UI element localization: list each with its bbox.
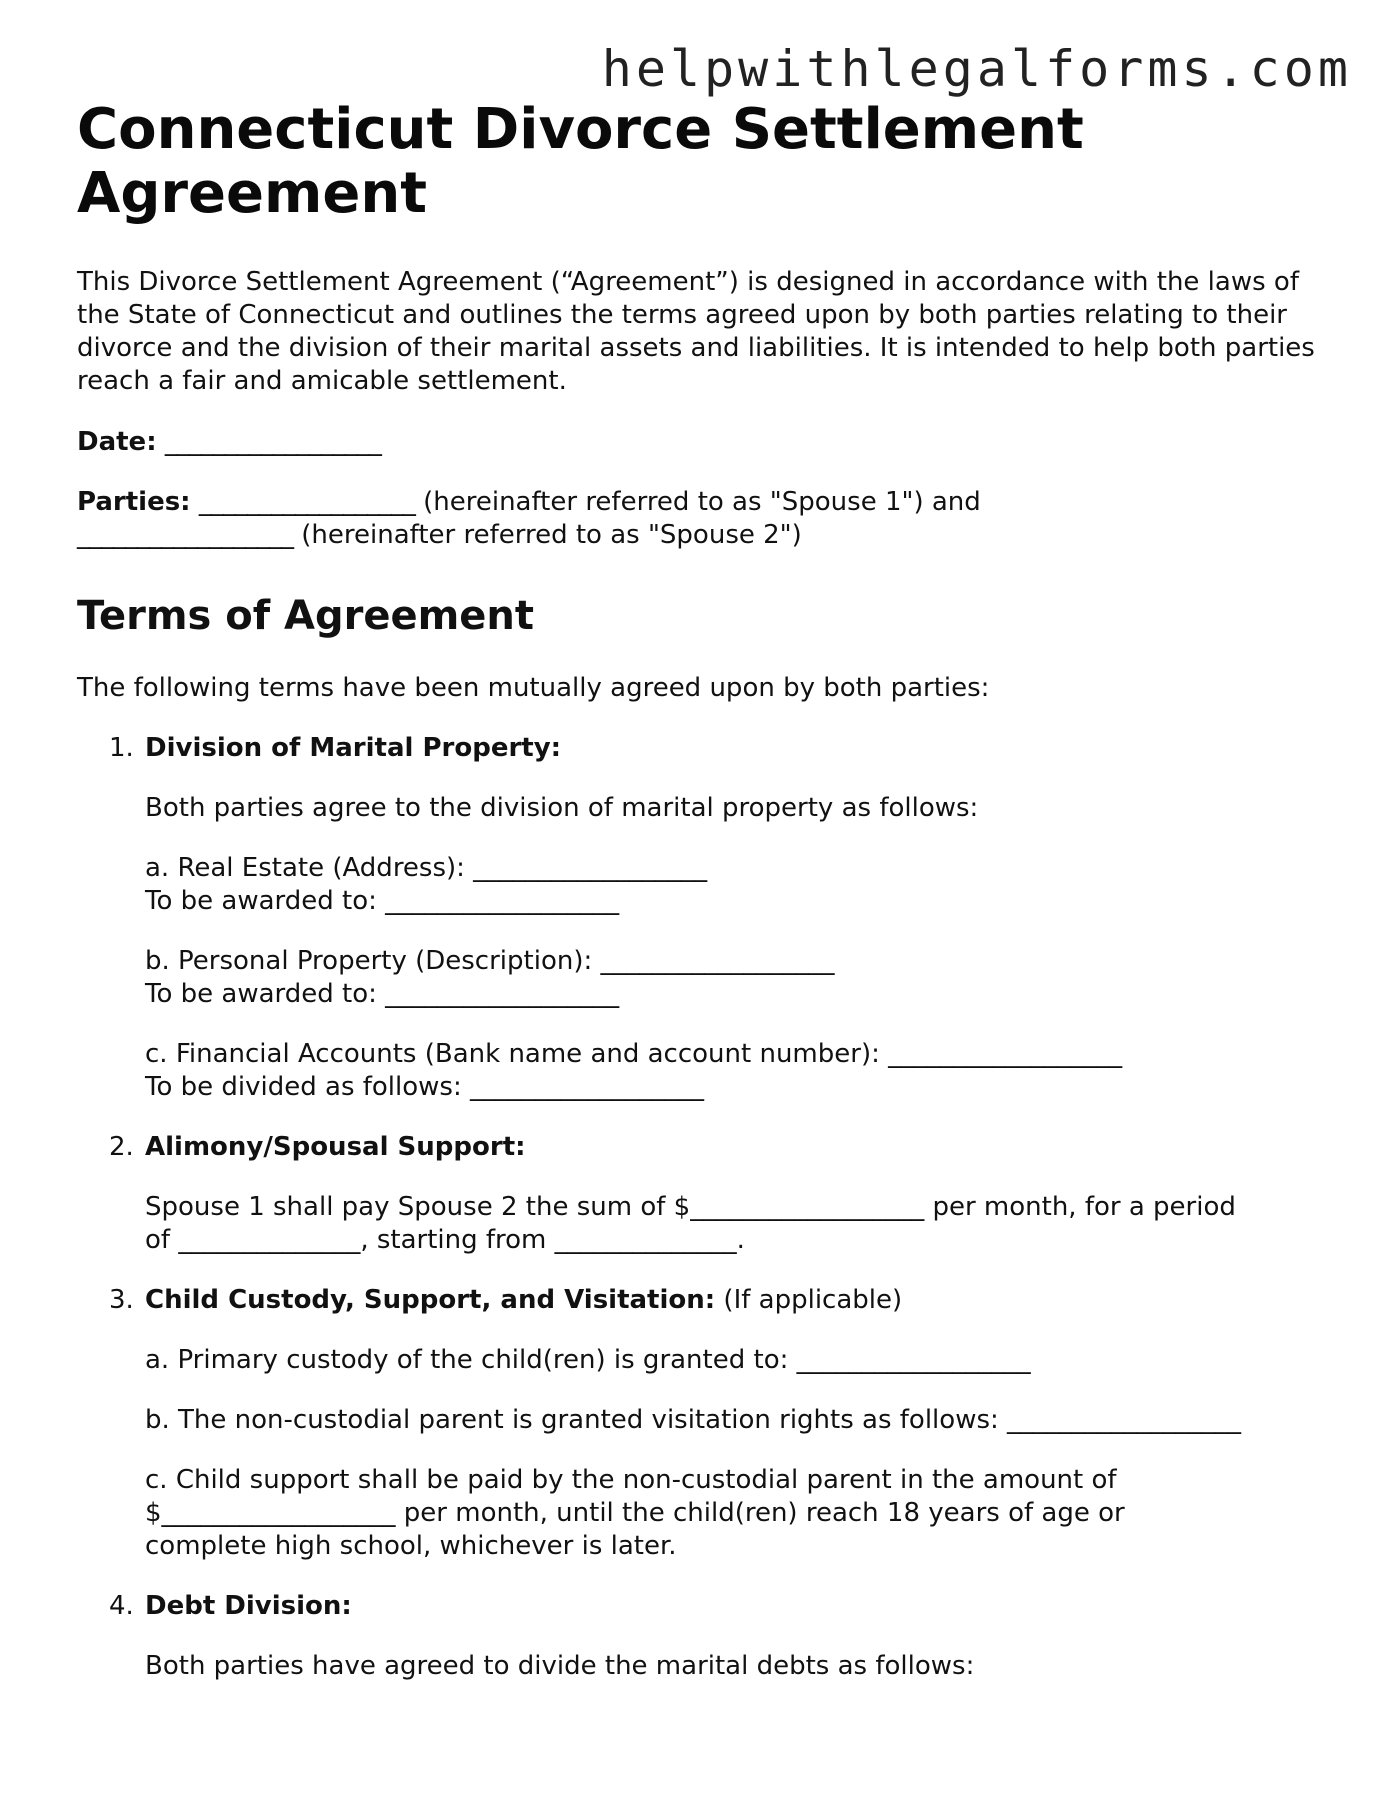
financial-accounts-division-line: To be divided as follows: __________________ <box>145 1072 704 1102</box>
term-intro: Both parties agree to the division of marital property as follows: <box>145 793 979 823</box>
spouse1-blank: __________________ <box>198 487 415 517</box>
financial-accounts-line: c. Financial Accounts (Bank name and account number): __________________ <box>145 1039 1123 1069</box>
term-title-line <box>145 1284 1317 1317</box>
term-title: Child Custody, Support, and Visitation: <box>145 1285 716 1315</box>
personal-property-award-line: To be awarded to: __________________ <box>145 979 620 1009</box>
term-title: Division of Marital Property: <box>145 733 562 763</box>
real-estate-award-line: To be awarded to: __________________ <box>145 886 620 916</box>
parties-line-1 <box>77 486 1317 519</box>
date-label: Date: <box>77 427 157 457</box>
term-number: 1. <box>109 733 134 763</box>
spouse1-text: (hereinafter referred to as "Spouse 1") and <box>414 487 981 517</box>
child-support-line-3: complete high school, whichever is later. <box>145 1531 677 1561</box>
term-item-alimony <box>77 1131 1317 1257</box>
term-title-suffix: (If applicable) <box>715 1285 903 1315</box>
term-title: Debt Division: <box>145 1591 352 1621</box>
watermark: helpwithlegalforms.com <box>601 40 1352 98</box>
child-support-line-1: c. Child support shall be paid by the non-custodial parent in the amount of <box>145 1465 1117 1495</box>
child-support-block <box>145 1464 1317 1563</box>
real-estate-line: a. Real Estate (Address): __________________ <box>145 853 708 883</box>
term-item-debt <box>77 1590 1317 1683</box>
intro-paragraph: This Divorce Settlement Agreement (“Agreement”) is designed in accordance with the laws of the State of Connecticut and outlines the terms agreed upon by both parties relating to their divorce and the division of their marital assets and liabilities. It is intended to help both parties reach a fair and amicable settlement. <box>77 267 1315 396</box>
document-content <box>77 98 1317 1683</box>
terms-heading: Terms of Agreement <box>77 593 535 639</box>
terms-lead: The following terms have been mutually agreed upon by both parties: <box>77 673 990 703</box>
alimony-line-1: Spouse 1 shall pay Spouse 2 the sum of $__________________ per month, for a period <box>145 1192 1236 1222</box>
term-title: Alimony/Spousal Support: <box>145 1132 526 1162</box>
term-item-child-custody <box>77 1284 1317 1563</box>
parties-label: Parties: <box>77 487 191 517</box>
term-intro: Both parties have agreed to divide the marital debts as follows: <box>145 1651 975 1681</box>
alimony-line-2: of ______________, starting from ______________. <box>145 1225 745 1255</box>
primary-custody-line: a. Primary custody of the child(ren) is granted to: __________________ <box>145 1345 1031 1375</box>
terms-list <box>77 732 1317 1683</box>
term-number: 4. <box>109 1591 134 1621</box>
document-title: Connecticut Divorce Settlement Agreement <box>77 97 1084 226</box>
alimony-block <box>145 1191 1317 1257</box>
term-number: 2. <box>109 1132 134 1162</box>
term-number: 3. <box>109 1285 134 1315</box>
spouse2-text: (hereinafter referred to as "Spouse 2") <box>293 520 802 550</box>
spouse2-blank: __________________ <box>77 520 293 550</box>
financial-accounts-block <box>145 1038 1317 1104</box>
personal-property-block <box>145 945 1317 1011</box>
real-estate-block <box>145 852 1317 918</box>
date-line <box>77 426 1317 459</box>
personal-property-line: b. Personal Property (Description): __________________ <box>145 946 835 976</box>
term-item-property <box>77 732 1317 1104</box>
parties-block <box>77 486 1317 552</box>
parties-line-2 <box>77 519 1317 552</box>
visitation-line: b. The non-custodial parent is granted visitation rights as follows: __________________ <box>145 1405 1242 1435</box>
child-support-line-2: $__________________ per month, until the child(ren) reach 18 years of age or <box>145 1498 1125 1528</box>
date-blank: __________________ <box>164 427 381 457</box>
